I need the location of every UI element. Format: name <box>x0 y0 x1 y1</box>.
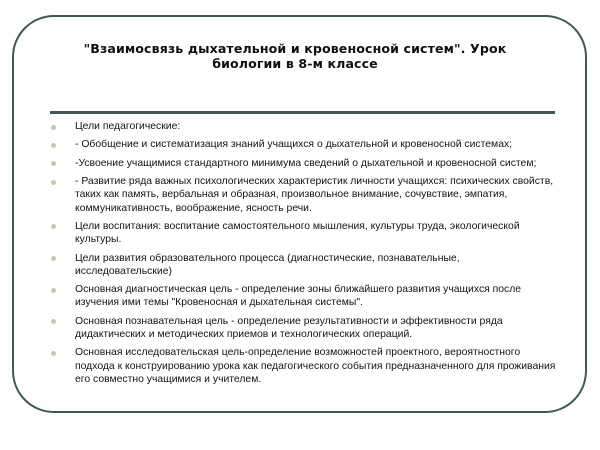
bullet-dot-icon <box>51 143 56 148</box>
bullet-dot-icon <box>51 180 56 185</box>
list-item-text: Основная диагностическая цель - определение зоны ближайшего развития учащихся после изучения ими темы "Кровеносная и дыхательная системы". <box>75 284 522 309</box>
bullet-dot-icon <box>51 125 56 130</box>
bullet-dot-icon <box>51 256 56 261</box>
bullet-dot-icon <box>51 319 56 324</box>
list-item <box>48 346 558 386</box>
list-item <box>48 315 558 341</box>
list-item-text: -Усвоение учащимися стандартного минимума сведений о дыхательной и кровеносной систем; <box>75 157 537 169</box>
slide-title: "Взаимосвязь дыхательной и кровеносной систем". Урок биологии в 8-м классе <box>83 41 507 71</box>
list-item-text: - Обобщение и систематизация знаний учащихся о дыхательной и кровеносной системах; <box>75 139 513 151</box>
list-item-text: Цели педагогические: <box>75 121 181 132</box>
list-item-text: Цели воспитания: воспитание самостоятельного мышления, культуры труда, экологической культуры. <box>75 220 520 246</box>
bullet-dot-icon <box>51 224 56 229</box>
list-item <box>48 138 558 151</box>
list-item-text: Основная исследовательская цель-определение возможностей проектного, вероятностного подхода к конструированию урока как педагогического события предназначенного для проживания его совместно учащимися и учителем. <box>75 347 556 385</box>
list-item <box>48 120 558 133</box>
bullet-dot-icon <box>51 161 56 166</box>
list-item <box>48 175 558 215</box>
list-item-text: Основная познавательная цель - определение результативности и эффективности ряда дидактических и методических приемов и технологических операций. <box>75 315 503 340</box>
title-divider <box>50 111 555 114</box>
list-item <box>48 283 558 309</box>
bullet-list <box>48 120 558 391</box>
bullet-dot-icon <box>51 351 56 356</box>
bullet-dot-icon <box>51 288 56 293</box>
list-item-text: Цели развития образовательного процесса (диагностические, познавательные, исследовательские) <box>75 252 460 277</box>
list-item <box>48 157 558 170</box>
list-item <box>48 220 558 246</box>
list-item-text: - Развитие ряда важных психологических характеристик личности учащихся: психических свойств, таких как память, вербальная и образная, произвольное внимание, сочувствие, эмпатия, коммуникативность, воображение, ясность речи. <box>75 176 554 214</box>
list-item <box>48 252 558 278</box>
